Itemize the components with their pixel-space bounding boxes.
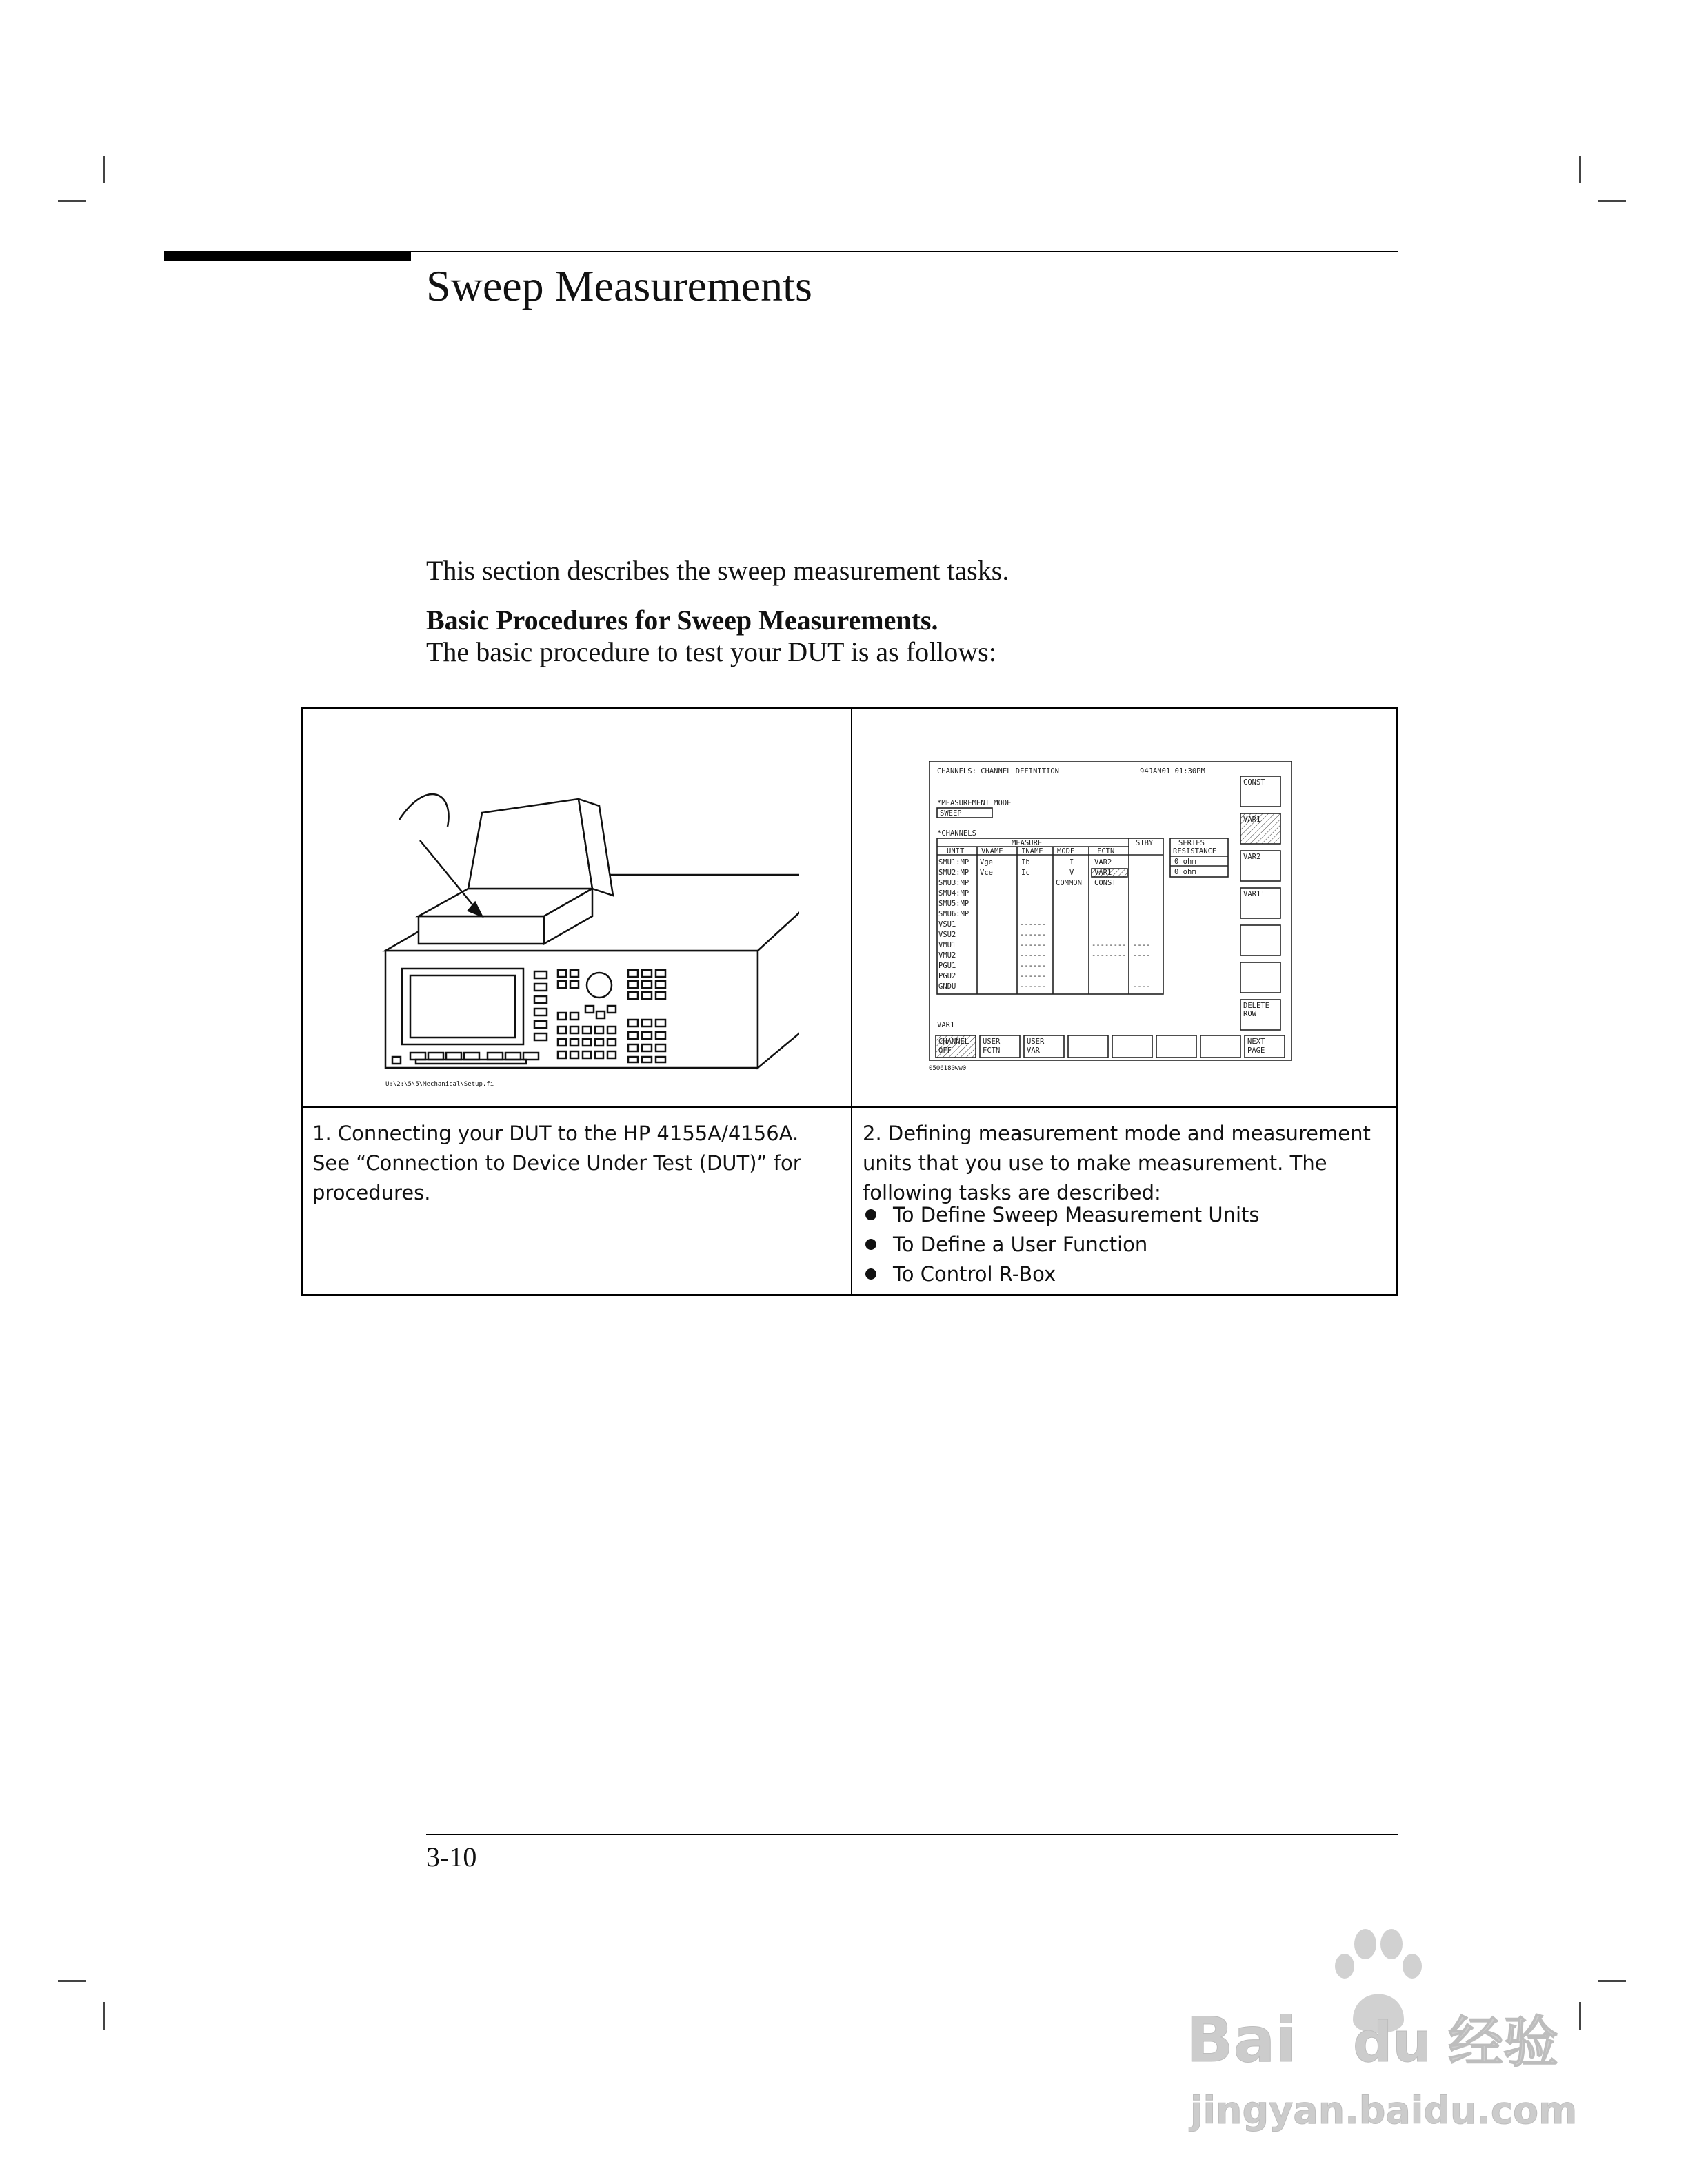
task-label: To Control R-Box <box>893 1262 1056 1286</box>
col-unit: UNIT <box>947 847 965 856</box>
col-mode: MODE <box>1057 847 1075 856</box>
baidu-watermark <box>1172 1917 1600 2137</box>
channels-label: *CHANNELS <box>937 829 976 838</box>
fctn-cell[interactable]: CONST <box>1094 879 1116 887</box>
bottom-key-off[interactable]: OFF <box>938 1046 952 1055</box>
page-number: 3-10 <box>426 1841 477 1872</box>
dash-cell: -------- <box>1092 951 1127 960</box>
bottom-key-var[interactable]: VAR <box>1027 1046 1040 1055</box>
intro-paragraph: This section describes the sweep measurement tasks. <box>426 555 1009 586</box>
unit-row[interactable]: SMU3:MP <box>938 879 969 887</box>
col-vname: VNAME <box>981 847 1003 856</box>
bottom-key-page[interactable]: PAGE <box>1247 1046 1265 1055</box>
unit-row[interactable]: VSU2 <box>938 931 956 939</box>
fctn-cell[interactable]: VAR2 <box>1094 858 1112 867</box>
dash-cell: ------ <box>1020 931 1046 939</box>
dash-cell: ------ <box>1020 920 1046 929</box>
procedure-table <box>301 707 1398 1296</box>
side-key-const[interactable]: CONST <box>1243 778 1265 787</box>
col-iname: INAME <box>1021 847 1043 856</box>
footer-rule <box>426 1834 1398 1835</box>
task-label: To Define a User Function <box>893 1233 1148 1256</box>
measurement-mode-value[interactable]: SWEEP <box>940 809 962 818</box>
screen-header: CHANNELS: CHANNEL DEFINITION <box>937 767 1060 776</box>
crop-mark <box>103 156 106 183</box>
side-key-var2[interactable]: VAR2 <box>1243 853 1261 861</box>
crop-mark <box>58 200 86 202</box>
crop-mark <box>103 2002 106 2030</box>
side-key-var1-prime[interactable]: VAR1' <box>1243 890 1265 898</box>
bullet-icon <box>865 1239 876 1250</box>
watermark-brand-cn: 经验 <box>1448 2010 1558 2074</box>
header-rule-thin <box>411 251 1398 252</box>
fctn-cell[interactable]: VAR1 <box>1094 869 1112 877</box>
table-divider-vertical <box>851 709 852 1294</box>
step-2-task-list <box>863 1200 1260 1289</box>
resistance-value[interactable]: 0 ohm <box>1174 868 1196 876</box>
section-subtext: The basic procedure to test your DUT is as follows: <box>426 636 996 667</box>
watermark-url: jingyan.baidu.com <box>1190 2089 1578 2132</box>
iname-cell[interactable]: Ib <box>1021 858 1030 867</box>
unit-row[interactable]: GNDU <box>938 982 956 991</box>
channel-definition-screen <box>929 761 1292 1062</box>
mode-cell[interactable]: I <box>1069 858 1074 867</box>
unit-row[interactable]: PGU1 <box>938 962 956 970</box>
col-resistance: RESISTANCE <box>1173 847 1217 856</box>
unit-row[interactable]: SMU4:MP <box>938 889 969 898</box>
unit-row[interactable]: SMU5:MP <box>938 900 969 908</box>
vname-cell[interactable]: Vge <box>980 858 993 867</box>
task-item-control-r-box <box>863 1260 1260 1289</box>
dash-cell: ---- <box>1133 941 1151 949</box>
unit-row[interactable]: VMU2 <box>938 951 956 960</box>
header-rule-thick <box>164 251 411 261</box>
crop-mark <box>1598 200 1626 202</box>
group-measure: MEASURE <box>1012 839 1043 847</box>
col-series: SERIES <box>1178 839 1205 847</box>
crop-mark <box>1579 156 1581 183</box>
unit-row[interactable]: SMU2:MP <box>938 869 969 877</box>
dash-cell: ------ <box>1020 972 1046 980</box>
step-1-text: 1. Connecting your DUT to the HP 4155A/4156A. See “Connection to Device Under Test (DUT)” for procedures. <box>312 1122 801 1204</box>
crop-mark <box>58 1980 86 1982</box>
unit-row[interactable]: VMU1 <box>938 941 956 949</box>
dash-cell: ------ <box>1020 962 1046 970</box>
resistance-value[interactable]: 0 ohm <box>1174 858 1196 866</box>
section-subheading: Basic Procedures for Sweep Measurements. <box>426 605 938 636</box>
dash-cell: ---- <box>1133 982 1151 991</box>
unit-row[interactable]: SMU6:MP <box>938 910 969 918</box>
mode-cell[interactable]: COMMON <box>1056 879 1082 887</box>
figure-2-caption: 0506180ww0 <box>929 1065 967 1072</box>
task-item-define-user-function <box>863 1230 1260 1260</box>
task-item-define-sweep-units <box>863 1200 1260 1230</box>
col-fctn: FCTN <box>1097 847 1115 856</box>
screen-timestamp: 94JAN01 01:30PM <box>1140 767 1205 776</box>
watermark-brand-right: du <box>1353 2010 1432 2074</box>
unit-row[interactable]: PGU2 <box>938 972 956 980</box>
dash-cell: ---- <box>1133 951 1151 960</box>
col-stby: STBY <box>1136 839 1154 847</box>
bullet-icon <box>865 1268 876 1280</box>
bottom-key-next[interactable]: NEXT <box>1247 1038 1265 1046</box>
measurement-mode-label: *MEASUREMENT MODE <box>937 799 1012 807</box>
bottom-key-user-var[interactable]: USER <box>1027 1038 1045 1046</box>
dash-cell: ------ <box>1020 951 1046 960</box>
crop-mark <box>1598 1980 1626 1982</box>
task-label: To Define Sweep Measurement Units <box>893 1203 1260 1226</box>
mode-cell[interactable]: V <box>1069 869 1074 877</box>
vname-cell[interactable]: Vce <box>980 869 993 877</box>
iname-cell[interactable]: Ic <box>1021 869 1030 877</box>
screen-status: VAR1 <box>937 1021 955 1029</box>
bottom-key-user-fctn[interactable]: USER <box>983 1038 1001 1046</box>
instrument-illustration <box>372 751 799 1102</box>
watermark-brand-left: Bai <box>1186 2004 1297 2076</box>
page-title: Sweep Measurements <box>426 261 812 310</box>
side-key-var1[interactable]: VAR1 <box>1243 816 1261 824</box>
step-2-text: 2. Defining measurement mode and measurement units that you use to make measurement. The following tasks are described: <box>863 1122 1371 1204</box>
side-key-delete[interactable]: DELETE <box>1243 1002 1269 1010</box>
bottom-key-fctn[interactable]: FCTN <box>983 1046 1001 1055</box>
bottom-key-channel[interactable]: CHANNEL <box>938 1038 969 1046</box>
dash-cell: ------ <box>1020 941 1046 949</box>
dash-cell: ------ <box>1020 982 1046 991</box>
dash-cell: -------- <box>1092 941 1127 949</box>
figure-1-caption: U:\2:\5\5\Mechanical\Setup.fi <box>385 1081 494 1088</box>
unit-row[interactable]: VSU1 <box>938 920 956 929</box>
bullet-icon <box>865 1209 876 1220</box>
unit-row[interactable]: SMU1:MP <box>938 858 969 867</box>
table-divider-horizontal <box>303 1106 1396 1108</box>
side-key-row[interactable]: ROW <box>1243 1010 1256 1018</box>
